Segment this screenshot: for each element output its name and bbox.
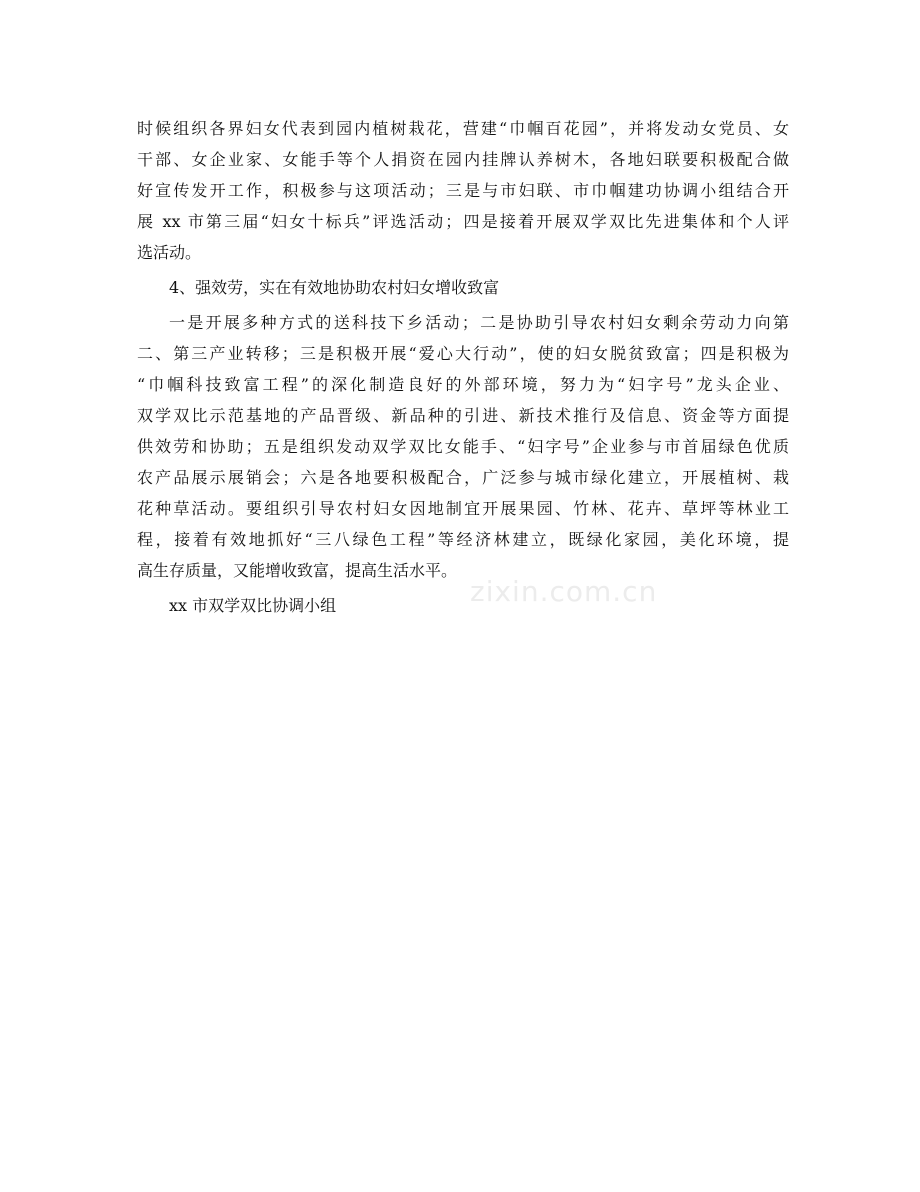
paragraph-line: 时候组织各界妇女代表到园内植树栽花，营建“巾帼百花园”，并将发动女党员、女 xyxy=(137,119,789,138)
document-body xyxy=(137,113,789,621)
paragraph-line: 程，接着有效地抓好“三八绿色工程”等经济林建立，既绿化家园，美化环境，提 xyxy=(137,530,789,549)
paragraph-line: 花种草活动。要组织引导农村妇女因地制宜开展果园、竹林、花卉、草坪等林业工 xyxy=(137,499,789,518)
paragraph-line: 好宣传发开工作，积极参与这项活动；三是与市妇联、市巾帼建功协调小组结合开 xyxy=(137,181,789,200)
paragraph-line: 选活动。 xyxy=(137,243,202,262)
section-heading xyxy=(137,272,789,303)
signature-block xyxy=(137,590,789,621)
paragraph-line: 展 xx 市第三届“妇女十标兵”评选活动；四是接着开展双学双比先进集体和个人评 xyxy=(137,212,789,231)
paragraph-line: 干部、女企业家、女能手等个人捐资在园内挂牌认养树木，各地妇联要积极配合做 xyxy=(137,150,789,169)
paragraph-line: 双学双比示范基地的产品晋级、新品种的引进、新技术推行及信息、资金等方面提 xyxy=(137,406,789,425)
paragraph-line: 供效劳和协助；五是组织发动双学双比女能手、“妇字号”企业参与市首届绿色优质 xyxy=(137,437,789,456)
paragraph-line: 农产品展示展销会；六是各地要积极配合，广泛参与城市绿化建立，开展植树、栽 xyxy=(137,468,789,487)
paragraph-3 xyxy=(137,307,789,586)
section-heading-text: 4、强效劳，实在有效地协助农村妇女增收致富 xyxy=(169,278,500,297)
paragraph-1 xyxy=(137,113,789,268)
paragraph-line: 高生存质量，又能增收致富，提高生活水平。 xyxy=(137,561,458,580)
paragraph-line: “巾帼科技致富工程”的深化制造良好的外部环境，努力为“妇字号”龙头企业、 xyxy=(137,375,789,394)
paragraph-line: 一是开展多种方式的送科技下乡活动；二是协助引导农村妇女剩余劳动力向第 xyxy=(169,313,789,332)
signature-text: xx 市双学双比协调小组 xyxy=(169,596,337,615)
paragraph-line: 二、第三产业转移；三是积极开展“爱心大行动”，使的妇女脱贫致富；四是积极为 xyxy=(137,344,789,363)
watermark-text: zixin.com.cn xyxy=(470,575,658,608)
